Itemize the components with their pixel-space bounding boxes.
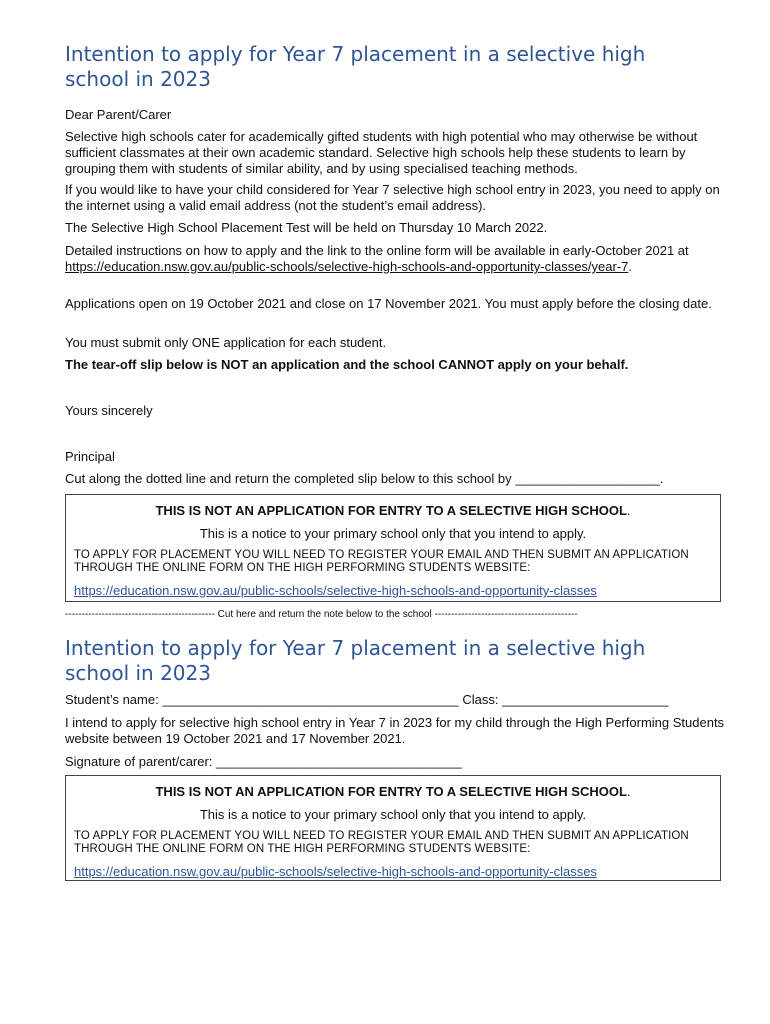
paragraph-tear-off-warning: The tear-off slip below is NOT an application and the school CANNOT apply on your behalf. bbox=[65, 357, 629, 372]
class-label: Class: bbox=[458, 692, 503, 707]
slip-title: Intention to apply for Year 7 placement in a selective high school in 2023 bbox=[65, 636, 646, 685]
letter-title: Intention to apply for Year 7 placement in a selective high school in 2023 bbox=[65, 42, 646, 91]
principal-label: Principal bbox=[65, 449, 115, 464]
cut-instruction: Cut along the dotted line and return the completed slip below to this school by ____________________. bbox=[65, 471, 664, 486]
year7-link[interactable]: https://education.nsw.gov.au/public-schools/selective-high-schools-and-opportunity-classes/year-7 bbox=[65, 259, 629, 274]
paragraph-apply-online: If you would like to have your child considered for Year 7 selective high school entry in 2023, you need to apply on the internet using a valid email address (not the student’s email address). bbox=[65, 182, 720, 213]
notice-subtext: This is a notice to your primary school only that you intend to apply. bbox=[199, 526, 587, 541]
paragraph-test-date: The Selective High School Placement Test will be held on Thursday 10 March 2022. bbox=[65, 220, 548, 235]
paragraph-one-application: You must submit only ONE application for each student. bbox=[65, 335, 387, 350]
class-field[interactable]: _______________________ bbox=[502, 692, 669, 707]
paragraph-instructions bbox=[65, 243, 730, 275]
student-name-label: Student’s name: bbox=[65, 692, 163, 707]
intent-statement: I intend to apply for selective high school entry in Year 7 in 2023 for my child through the High Performing Students website between 19 October 2021 and 17 November 2021. bbox=[65, 715, 725, 746]
paragraph-application-dates: Applications open on 19 October 2021 and close on 17 November 2021. You must apply before the closing date. bbox=[65, 296, 712, 311]
notice-instructions: TO APPLY FOR PLACEMENT YOU WILL NEED TO REGISTER YOUR EMAIL AND THEN SUBMIT AN APPLICATION THROUGH THE ONLINE FORM ON THE HIGH PERFORMING STUDENTS WEBSITE: bbox=[74, 549, 689, 574]
cut-line: --------------------------------------------- Cut here and return the note below to the school ------------------------------------------- bbox=[65, 609, 578, 620]
notice-subtext: This is a notice to your primary school only that you intend to apply. bbox=[199, 807, 587, 822]
paragraph-selective-schools: Selective high schools cater for academically gifted students with high potential who may otherwise be without sufficient classmates at their own academic standard. Selective high schools help these students to learn by grouping them with students of similar ability, and by using specialised teaching methods. bbox=[65, 129, 698, 176]
notice-instructions: TO APPLY FOR PLACEMENT YOU WILL NEED TO REGISTER YOUR EMAIL AND THEN SUBMIT AN APPLICATION THROUGH THE ONLINE FORM ON THE HIGH PERFORMING STUDENTS WEBSITE: bbox=[74, 830, 689, 855]
signoff: Yours sincerely bbox=[65, 403, 153, 418]
notice-heading: THIS IS NOT AN APPLICATION FOR ENTRY TO A SELECTIVE HIGH SCHOOL. bbox=[155, 503, 631, 518]
notice-box-2 bbox=[65, 775, 721, 881]
signature-field[interactable]: __________________________________ bbox=[216, 754, 462, 769]
student-class-line bbox=[65, 692, 730, 708]
signature-line bbox=[65, 754, 730, 770]
instructions-end: . bbox=[628, 259, 633, 274]
signature-label: Signature of parent/carer: bbox=[65, 754, 217, 769]
instructions-text: Detailed instructions on how to apply and the link to the online form will be available in early-October 2021 at bbox=[65, 243, 689, 258]
notice-heading: THIS IS NOT AN APPLICATION FOR ENTRY TO A SELECTIVE HIGH SCHOOL. bbox=[155, 784, 631, 799]
notice-box-1 bbox=[65, 494, 721, 602]
student-name-field[interactable]: _________________________________________ bbox=[162, 692, 459, 707]
notice-link[interactable]: https://education.nsw.gov.au/public-schools/selective-high-schools-and-opportunity-classes bbox=[74, 583, 597, 598]
notice-link[interactable]: https://education.nsw.gov.au/public-schools/selective-high-schools-and-opportunity-classes bbox=[74, 864, 597, 879]
greeting: Dear Parent/Carer bbox=[65, 107, 172, 122]
